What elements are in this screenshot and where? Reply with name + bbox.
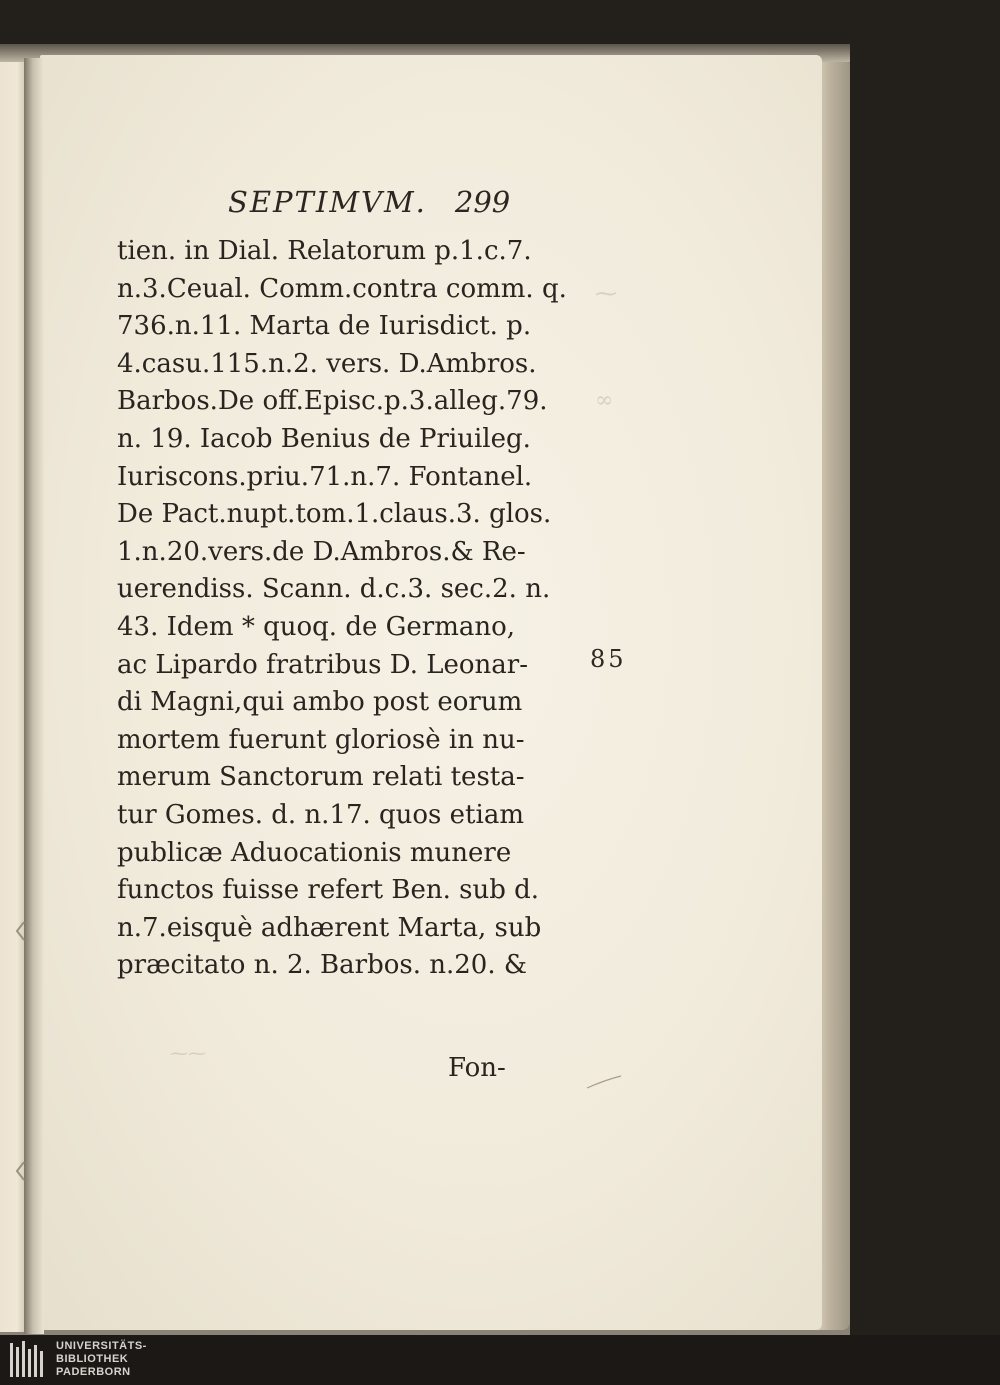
binding-thread-icon (14, 1160, 26, 1182)
logo-line: PADERBORN (56, 1365, 131, 1378)
text-line: functos fuisse refert Ben. sub d. (117, 875, 540, 906)
logo-line: UNIVERSITÄTS- (56, 1339, 147, 1352)
text-line: 4.casu.115.n.2. vers. D.Ambros. (117, 348, 537, 379)
show-through-ink: ⁓⁓ (170, 1043, 206, 1064)
page-gutter (24, 58, 44, 1334)
text-line: uerendiss. Scann. d.c.3. sec.2. n. (117, 574, 551, 605)
text-line: di Magni,qui ambo post eorum (117, 687, 523, 718)
library-logo (8, 1337, 147, 1381)
catchword: Fon- (448, 1053, 506, 1083)
text-line: 736.n.11. Marta de Iurisdict. p. (117, 311, 532, 342)
library-logo-text (56, 1340, 147, 1379)
binding-thread-icon (14, 920, 26, 942)
text-line: tur Gomes. d. n.17. quos etiam (117, 799, 524, 830)
text-line: n.7.eisquè adhærent Marta, sub (117, 912, 542, 943)
page-header (228, 185, 510, 219)
running-head: SEPTIMVM. (228, 185, 427, 219)
text-line: 43. Idem * quoq. de Germano, (117, 611, 516, 642)
text-line: tien. in Dial. Relatorum p.1.c.7. (117, 236, 532, 266)
library-logo-icon (8, 1337, 46, 1381)
text-line: Barbos.De off.Episc.p.3.alleg.79. (117, 386, 548, 417)
footer-bar (0, 1335, 1000, 1385)
text-line: 1.n.20.vers.de D.Ambros.& Re- (117, 536, 526, 567)
page-number: 299 (454, 185, 511, 219)
text-line: præcitato n. 2. Barbos. n.20. & (117, 950, 528, 981)
text-line: n.3.Ceual. Comm.contra comm. q. (117, 273, 567, 304)
text-line: ac Lipardo fratribus D. Leonar- (117, 649, 528, 680)
text-line: Iuriscons.priu.71.n.7. Fontanel. (117, 461, 533, 492)
show-through-ink: ∞ (595, 388, 614, 413)
text-line: n. 19. Iacob Benius de Priuileg. (117, 423, 531, 454)
show-through-ink: ⁓ (595, 282, 617, 307)
text-line: De Pact.nupt.tom.1.claus.3. glos. (117, 499, 552, 530)
pen-stroke-mark (585, 1072, 625, 1092)
text-line: merum Sanctorum relati testa- (117, 762, 525, 793)
text-line: publicæ Aduocationis munere (117, 837, 512, 868)
text-line: mortem fuerunt gloriosè in nu- (117, 724, 525, 755)
body-text (117, 233, 587, 985)
logo-line: BIBLIOTHEK (56, 1352, 129, 1365)
marginal-note-number: 85 (590, 645, 627, 673)
